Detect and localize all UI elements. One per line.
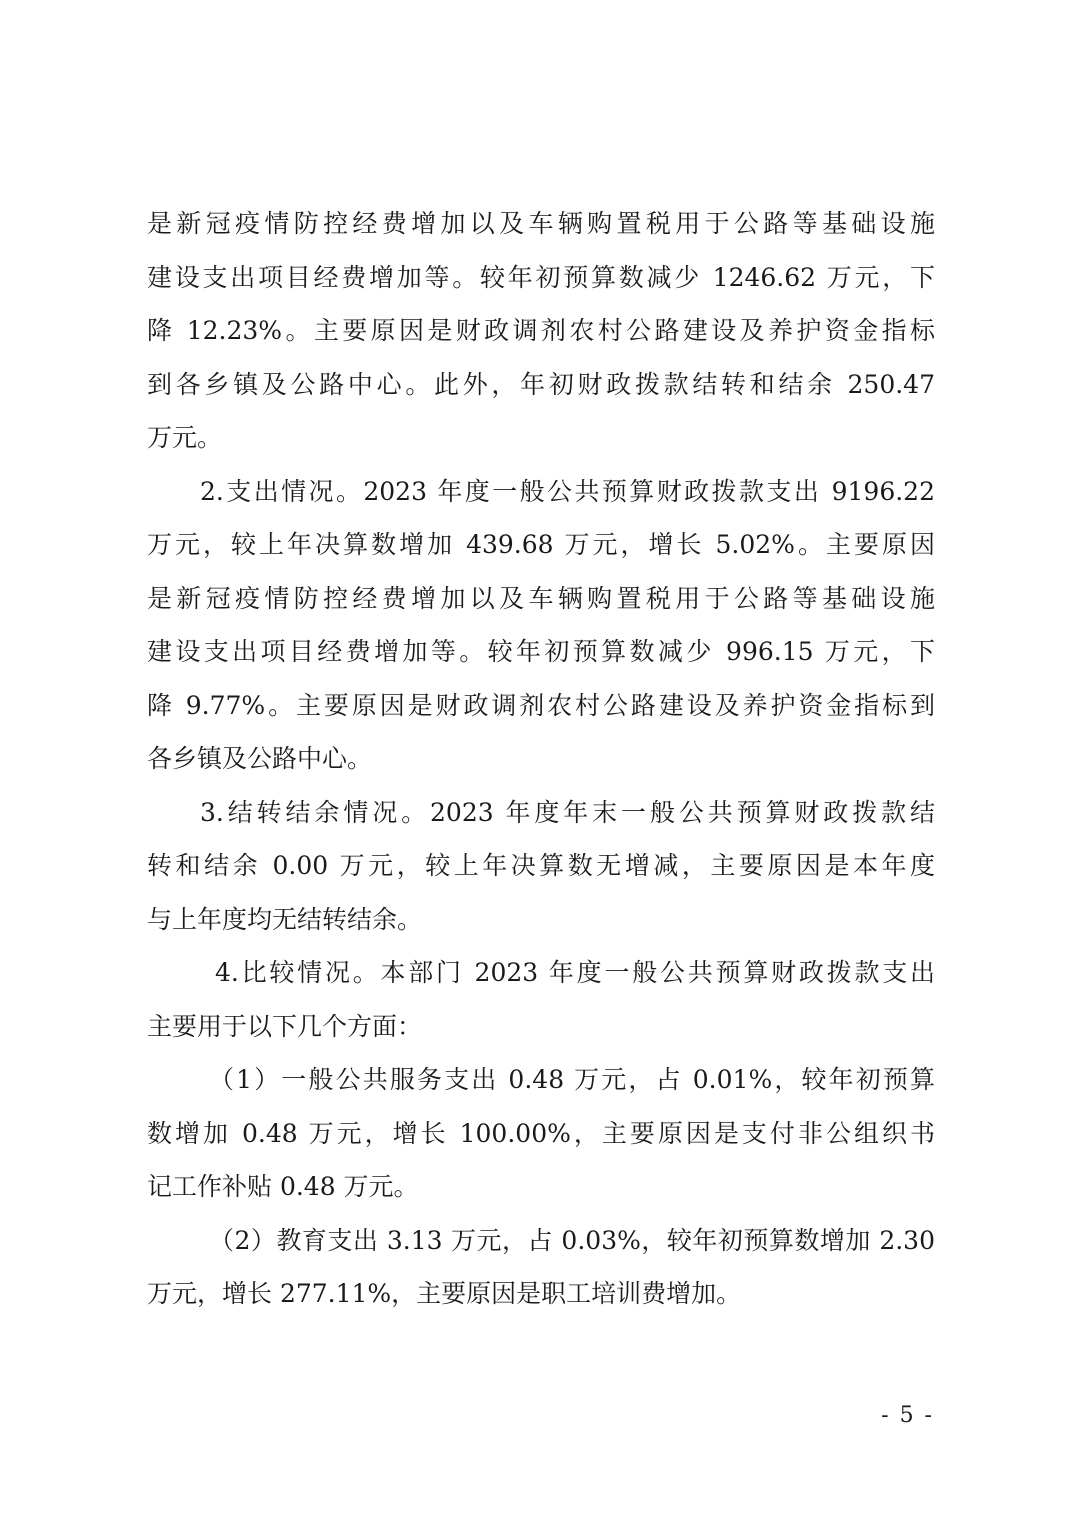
text-line: （1）一般公共服务支出 0.48 万元，占 0.01%，较年初预算: [209, 1065, 935, 1094]
paragraph-expenditure: [147, 465, 935, 786]
paragraph-item-2: [147, 1214, 935, 1321]
text-line: 记工作补贴 0.48 万元。: [147, 1172, 419, 1201]
paragraph-item-1: [147, 1053, 935, 1214]
text-line: 是新冠疫情防控经费增加以及车辆购置税用于公路等基础设施: [147, 209, 935, 238]
document-body: [147, 197, 935, 1321]
paragraph-comparison: [147, 946, 935, 1053]
text-line: 建设支出项目经费增加等。较年初预算数减少 1246.62 万元，下: [147, 262, 935, 292]
text-line: 主要用于以下几个方面：: [147, 1011, 423, 1041]
paragraph-income-continued: [147, 197, 935, 465]
text-line: 万元。: [147, 423, 223, 452]
text-line: 数增加 0.48 万元，增长 100.00%，主要原因是支付非公组织书: [147, 1118, 935, 1148]
text-line: 转和结余 0.00 万元，较上年决算数无增减，主要原因是本年度: [147, 851, 935, 880]
text-line: 建设支出项目经费增加等。较年初预算数减少 996.15 万元，下: [147, 637, 935, 666]
text-line: 与上年度均无结转结余。: [147, 904, 423, 934]
paragraph-carryover: [147, 786, 935, 947]
text-line: （2）教育支出 3.13 万元，占 0.03%，较年初预算数增加 2.30: [209, 1225, 935, 1255]
text-line: 降 12.23%。主要原因是财政调剂农村公路建设及养护资金指标: [147, 316, 935, 345]
text-line: 2.支出情况。2023 年度一般公共预算财政拨款支出 9196.22: [200, 476, 935, 506]
text-line: 4.比较情况。本部门 2023 年度一般公共预算财政拨款支出: [215, 958, 935, 987]
page-number: - 5 -: [881, 1403, 934, 1428]
text-line: 是新冠疫情防控经费增加以及车辆购置税用于公路等基础设施: [147, 583, 935, 613]
text-line: 3.结转结余情况。2023 年度年末一般公共预算财政拨款结: [200, 797, 935, 827]
text-line: 万元，增长 277.11%，主要原因是职工培训费增加。: [147, 1279, 742, 1308]
text-line: 到各乡镇及公路中心。此外，年初财政拨款结转和结余 250.47: [147, 369, 935, 399]
text-line: 降 9.77%。主要原因是财政调剂农村公路建设及养护资金指标到: [147, 690, 935, 720]
text-line: 万元，较上年决算数增加 439.68 万元，增长 5.02%。主要原因: [147, 530, 935, 559]
text-line: 各乡镇及公路中心。: [147, 744, 373, 773]
